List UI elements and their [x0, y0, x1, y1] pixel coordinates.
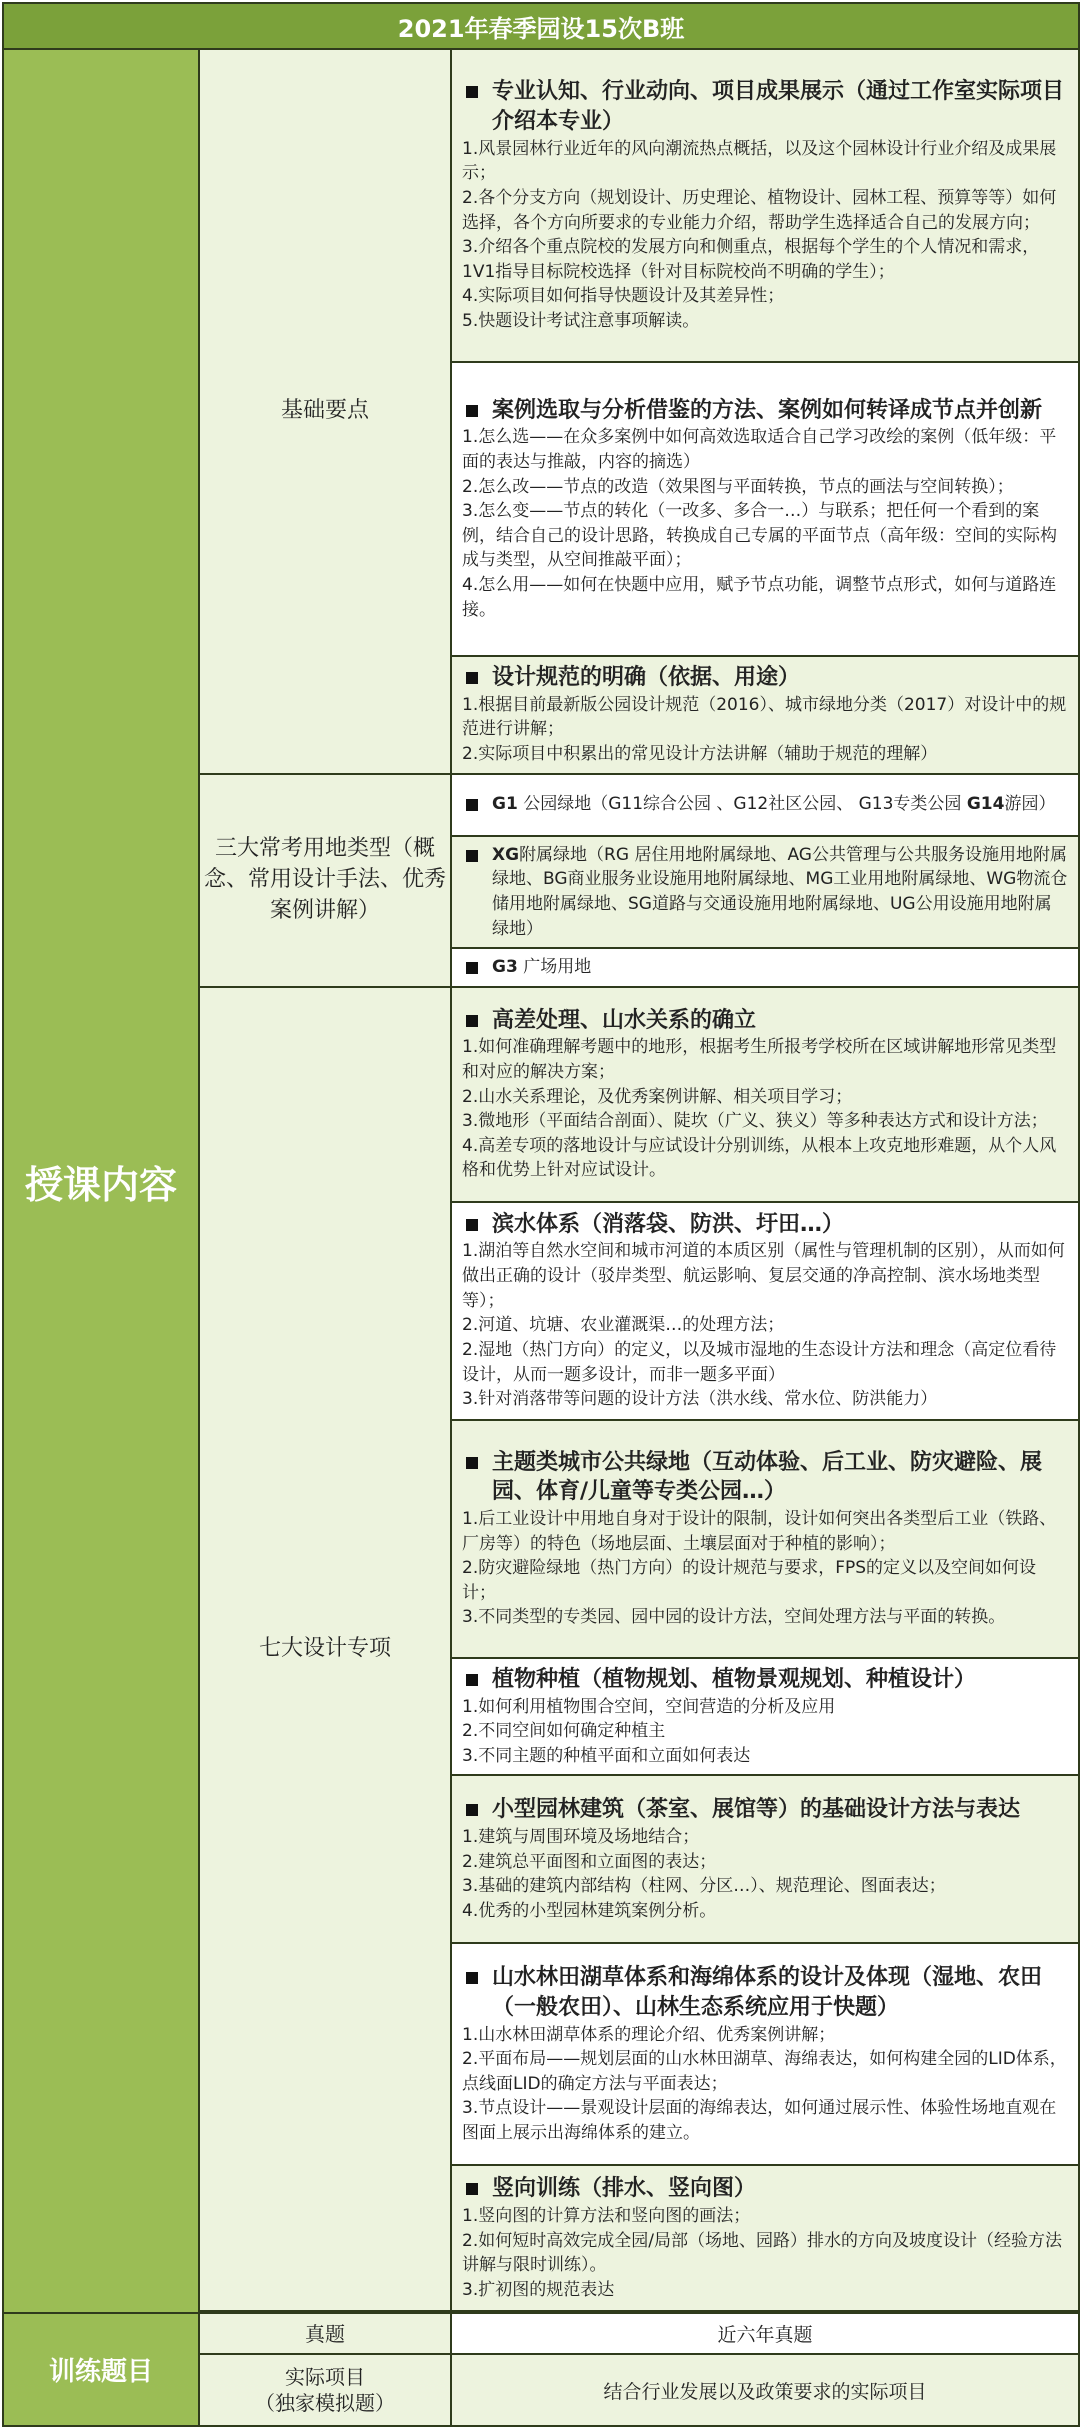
item-line: 3.针对消落带等问题的设计方法（洪水线、常水位、防洪能力）: [462, 1389, 938, 1410]
square-bullet-icon: [466, 799, 478, 811]
item-heading: 小型园林建筑（茶室、展馆等）的基础设计方法与表达: [492, 1797, 1021, 1823]
square-bullet-icon: [466, 1674, 478, 1686]
content-item: [451, 362, 1079, 656]
square-bullet-icon: [466, 1457, 478, 1469]
square-bullet-icon: [466, 850, 478, 862]
item-line: 3.不同类型的专类园、园中园的设计方法，空间处理方法与平面的转换。: [462, 1607, 1006, 1628]
item-heading: 设计规范的明确（依据、用途）: [492, 665, 801, 690]
item-line: 4.实际项目如何指导快题设计及其差异性；: [462, 286, 785, 307]
item-heading: 案例选取与分析借鉴的方法、案例如何转译成节点并创新: [492, 397, 1043, 423]
item-line: 3.基础的建筑内部结构（柱网、分区…）、规范理论、图面表达；: [462, 1876, 946, 1897]
item-line: 1.后工业设计中用地自身对于设计的限制，设计如何突出各类型后工业（铁路、厂房等）的特色（场地层面、土壤层面对于种植的影响）；: [462, 1508, 1057, 1554]
item-line: 2.各个分支方向（规划设计、历史理论、植物设计、园林工程、预算等等）如何选择，各个方向所要求的专业能力介绍，帮助学生选择适合自己的发展方向；: [462, 187, 1057, 233]
course-table: [2, 2, 1080, 2427]
item-heading: 植物种植（植物规划、植物景观规划、种植设计）: [492, 1666, 977, 1692]
item-heading: 竖向训练（排水、竖向图）: [492, 2176, 757, 2202]
training-value: 结合行业发展以及政策要求的实际项目: [451, 2354, 1079, 2426]
item-heading: 高差处理、山水关系的确立: [492, 1007, 757, 1033]
group-name: 基础要点: [199, 49, 451, 774]
item-line: 1.竖向图的计算方法和竖向图的画法；: [462, 2205, 751, 2226]
square-bullet-icon: [466, 1972, 478, 1984]
square-bullet-icon: [466, 1015, 478, 1027]
item-line: 1.建筑与周围环境及场地结合；: [462, 1826, 700, 1847]
square-bullet-icon: [466, 405, 478, 417]
section-label: 授课内容: [3, 49, 199, 2313]
square-bullet-icon: [466, 672, 478, 684]
item-line: 3.怎么变——节点的转化（一改多、多合一…）与联系；把任何一个看到的案例，结合自己的设计思路，转换成自己专属的平面节点（高年级：空间的实际构成与类型，从空间推敲平面）；: [462, 501, 1057, 571]
group-name: 三大常考用地类型（概念、常用设计手法、优秀案例讲解）: [199, 774, 451, 987]
item-line: 3.不同主题的种植平面和立面如何表达: [462, 1745, 751, 1766]
item-line: 1.如何准确理解考题中的地形，根据考生所报考学校所在区域讲解地形常见类型和对应的解决方案；: [462, 1037, 1057, 1082]
land-code: G14: [966, 794, 1005, 815]
item-line: 2.防灾避险绿地（热门方向）的设计规范与要求，FPS的定义以及空间如何设计；: [462, 1558, 1037, 1603]
square-bullet-icon: [466, 2183, 478, 2195]
land-code: G3: [492, 957, 518, 978]
item-line: 1.怎么选——在众多案例中如何高效选取适合自己学习改绘的案例（低年级：平面的表达与推敲，内容的摘选）: [462, 427, 1057, 472]
training-type: 实际项目 （独家模拟题）: [199, 2354, 451, 2426]
content-item: [451, 1420, 1079, 1658]
item-line: 2.河道、坑塘、农业灌溉渠…的处理方法；: [462, 1315, 785, 1336]
content-item: [451, 774, 1079, 836]
content-item: [451, 49, 1079, 362]
group-name: 七大设计专项: [199, 987, 451, 2312]
item-line: 2.建筑总平面图和立面图的表达；: [462, 1851, 717, 1872]
item-line: 2.如何短时高效完成全园/局部（场地、园路）排水的方向及坡度设计（经验方法讲解与限时训练）。: [462, 2230, 1062, 2276]
item-line: 4.优秀的小型园林建筑案例分析。: [462, 1900, 717, 1921]
item-line: 2.平面布局——规划层面的山水林田湖草、海绵表达，如何构建全园的LID体系，点线面LID的确定方法与平面表达；: [462, 2049, 1067, 2094]
land-text: 广场用地: [517, 957, 592, 978]
item-line: 2.实际项目中积累出的常见设计方法讲解（辅助于规范的理解）: [462, 743, 938, 764]
item-line: 1.如何利用植物围合空间，空间营造的分析及应用: [462, 1696, 836, 1717]
square-bullet-icon: [466, 1804, 478, 1816]
item-line: 3.介绍各个重点院校的发展方向和侧重点，根据每个学生的个人情况和需求，1V1指导目标院校选择（针对目标院校尚不明确的学生）；: [462, 237, 1040, 282]
item-line: 1.风景园林行业近年的风向潮流热点概括，以及这个园林设计行业介绍及成果展示；: [462, 138, 1057, 184]
square-bullet-icon: [466, 1219, 478, 1231]
land-code: XG: [492, 844, 520, 865]
item-line: 3.节点设计——景观设计层面的海绵表达，如何通过展示性、体验性场地直观在图面上展示出海绵体系的建立。: [462, 2098, 1057, 2144]
content-item: [451, 1775, 1079, 1943]
item-heading: 山水林田湖草体系和海绵体系的设计及体现（湿地、农田（一般农田）、山林生态系统应用于快题）: [492, 1965, 1043, 2020]
content-item: [451, 1202, 1079, 1420]
course-title: 2021年春季园设15次B班: [3, 3, 1079, 49]
item-line: 1.山水林田湖草体系的理论介绍、优秀案例讲解；: [462, 2024, 836, 2045]
item-line: 3.微地形（平面结合剖面）、陡坎（广义、狭义）等多种表达方式和设计方法；: [462, 1111, 1048, 1132]
content-item: [451, 656, 1079, 774]
training-label: 训练题目: [3, 2313, 199, 2426]
square-bullet-icon: [466, 86, 478, 98]
item-line: 3.扩初图的规范表达: [462, 2279, 615, 2300]
land-code: G1: [492, 794, 518, 815]
content-item: [451, 948, 1079, 987]
item-heading: 主题类城市公共绿地（互动体验、后工业、防灾避险、展园、体育/儿童等专类公园…）: [492, 1449, 1043, 1505]
item-line: 5.快题设计考试注意事项解读。: [462, 311, 700, 332]
content-item: [451, 2165, 1079, 2311]
training-type: 真题: [199, 2313, 451, 2354]
land-text: 游园）: [1004, 794, 1056, 815]
content-item: [451, 1943, 1079, 2165]
content-item: [451, 1658, 1079, 1776]
land-text: 公园绿地（G11综合公园 、G12社区公园、 G13专类公园: [517, 794, 967, 815]
item-line: 4.怎么用——如何在快题中应用，赋予节点功能，调整节点形式，如何与道路连接。: [462, 575, 1057, 620]
item-line: 1.根据目前最新版公园设计规范（2016）、城市绿地分类（2017）对设计中的规范进行讲解；: [462, 694, 1067, 740]
training-value: 近六年真题: [451, 2313, 1079, 2354]
item-line: 4.高差专项的落地设计与应试设计分别训练，从根本上攻克地形难题，从个人风格和优势上针对应试设计。: [462, 1135, 1057, 1181]
land-text: 附属绿地（RG 居住用地附属绿地、AG公共管理与公共服务设施用地附属绿地、BG商业服务业设施用地附属绿地、MG工业用地附属绿地、WG物流仓储用地附属绿地、SG道路与交通设施用地附属绿地、UG公用设施用地附属绿地）: [492, 844, 1068, 939]
content-item: [451, 987, 1079, 1202]
item-line: 2.不同空间如何确定种植主: [462, 1721, 666, 1742]
item-line: 2.山水关系理论，及优秀案例讲解、相关项目学习；: [462, 1086, 853, 1107]
item-line: 2.怎么改——节点的改造（效果图与平面转换，节点的画法与空间转换）；: [462, 476, 1014, 497]
square-bullet-icon: [466, 962, 478, 974]
content-item: [451, 836, 1079, 949]
item-line: 1.湖泊等自然水空间和城市河道的本质区别（属性与管理机制的区别），从而如何做出正确的设计（驳岸类型、航运影响、复层交通的净高控制、滨水场地类型等）；: [462, 1241, 1065, 1311]
item-line: 2.湿地（热门方向）的定义，以及城市湿地的生态设计方法和理念（高定位看待设计，从而一题多设计，而非一题多平面）: [462, 1339, 1057, 1385]
item-heading: 滨水体系（消落袋、防洪、圩田…）: [492, 1211, 845, 1237]
item-heading: 专业认知、行业动向、项目成果展示（通过工作室实际项目介绍本专业）: [492, 79, 1065, 134]
